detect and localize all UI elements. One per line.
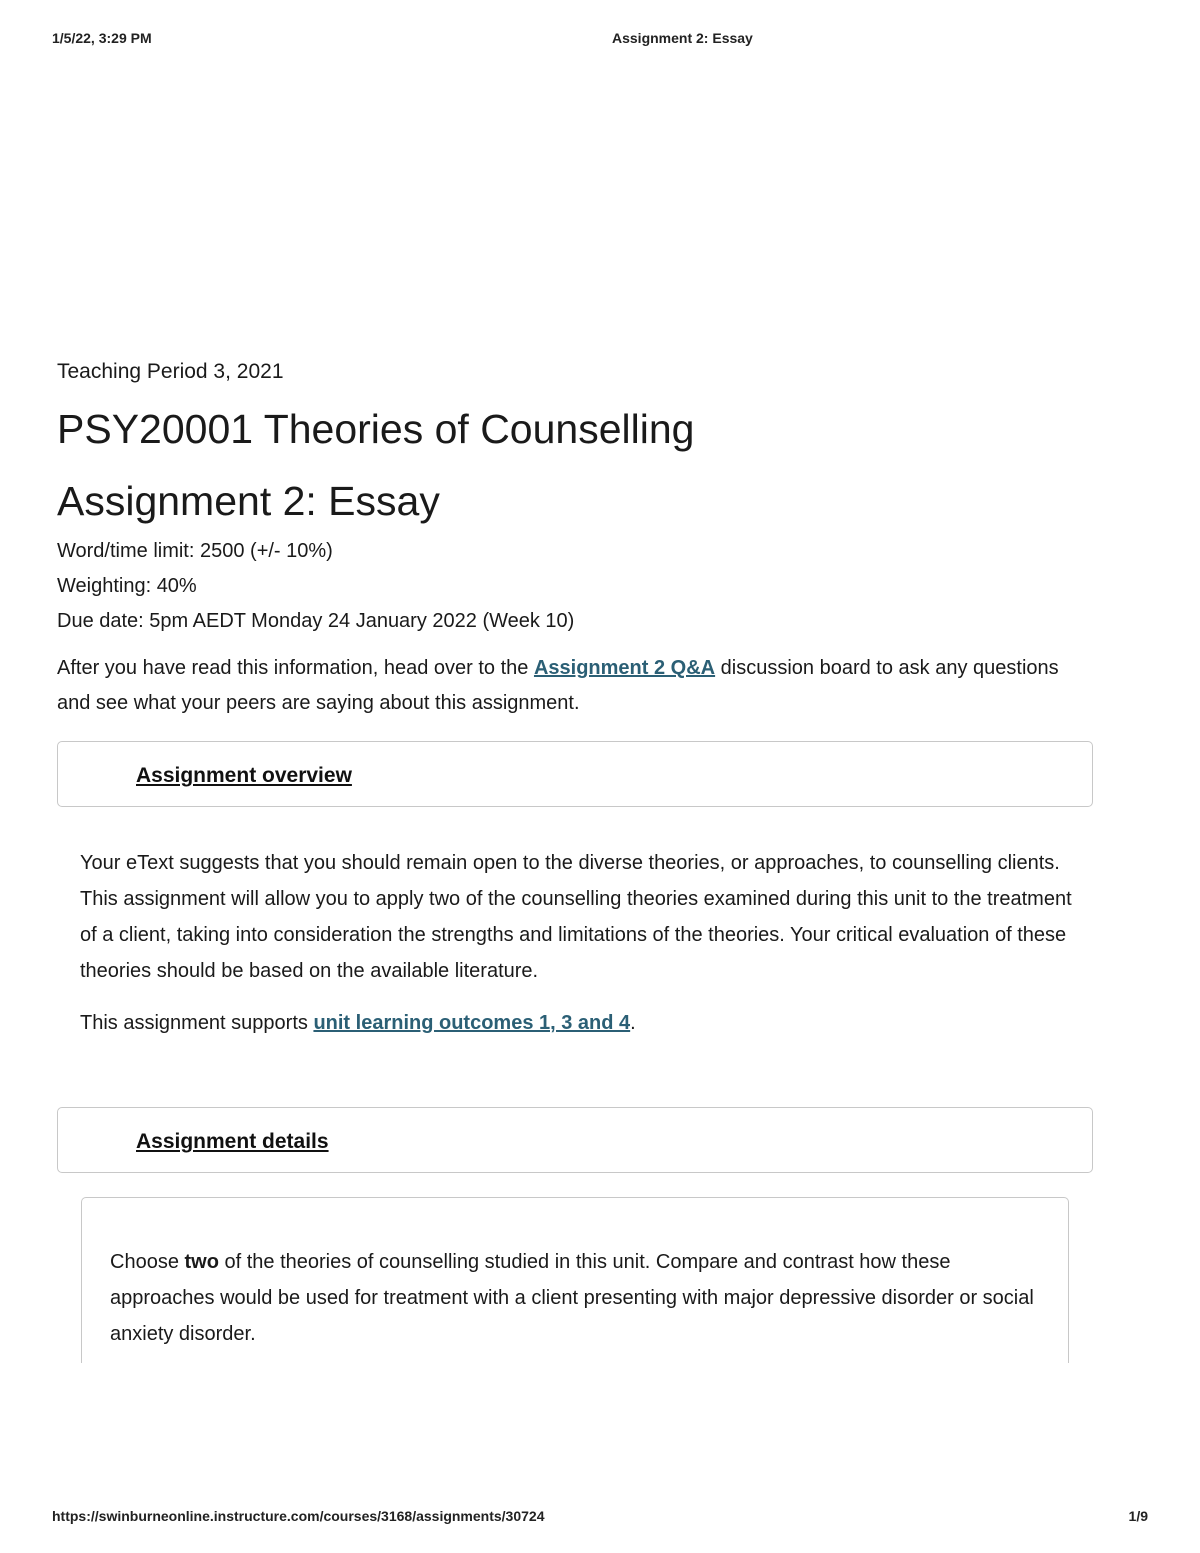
- supports-text-after: .: [630, 1012, 636, 1034]
- print-title: Assignment 2: Essay: [612, 30, 753, 46]
- weighting: Weighting: 40%: [57, 575, 197, 597]
- overview-paragraph: Your eText suggests that you should remain open to the diverse theories, or approaches, to counselling clients. This assignment will allow you to apply two of the counselling theories examined during this unit to the treatment of a client, taking into consideration the strengths and limitations of the theories. Your critical evaluation of these theories should be based on the available literature.: [80, 852, 1072, 982]
- details-text-bold: two: [184, 1251, 219, 1273]
- details-heading: Assignment details: [136, 1130, 329, 1153]
- learning-outcomes-paragraph: [80, 1005, 1093, 1041]
- intro-paragraph: [57, 651, 1093, 721]
- details-paragraph: [110, 1244, 1042, 1352]
- assignment-content: [57, 358, 1093, 1363]
- intro-text-before: After you have read this information, head over to the: [57, 657, 534, 679]
- teaching-period: Teaching Period 3, 2021: [57, 360, 284, 383]
- details-heading-box[interactable]: [57, 1107, 1093, 1173]
- overview-body: [57, 807, 1093, 1041]
- page-number: 1/9: [1128, 1508, 1148, 1524]
- overview-heading-box[interactable]: [57, 741, 1093, 807]
- print-date: 1/5/22, 3:29 PM: [52, 30, 152, 46]
- intro-text-after: discussion board to ask any questions and see what your peers are saying about this assignment.: [57, 657, 1059, 714]
- overview-heading: Assignment overview: [136, 764, 352, 787]
- details-text-after: of the theories of counselling studied in this unit. Compare and contrast how these approaches would be used for treatment with a client presenting with major depressive disorder or social anxiety disorder.: [110, 1251, 1034, 1345]
- print-header: [52, 30, 1148, 50]
- details-card: [81, 1197, 1069, 1363]
- learning-outcomes-link[interactable]: unit learning outcomes 1, 3 and 4: [313, 1012, 631, 1034]
- word-limit: Word/time limit: 2500 (+/- 10%): [57, 540, 333, 562]
- details-text-before: Choose: [110, 1251, 185, 1273]
- assignment-title: Assignment 2: Essay: [57, 478, 440, 524]
- unit-title: PSY20001 Theories of Counselling: [57, 406, 695, 452]
- qa-discussion-link[interactable]: Assignment 2 Q&A: [533, 657, 716, 679]
- print-url: https://swinburneonline.instructure.com/courses/3168/assignments/30724: [52, 1508, 545, 1524]
- assignment-meta: [57, 534, 1093, 639]
- supports-text-before: This assignment supports: [80, 1012, 314, 1034]
- due-date: Due date: 5pm AEDT Monday 24 January 2022 (Week 10): [57, 610, 575, 632]
- section-spacer: [57, 1057, 1093, 1107]
